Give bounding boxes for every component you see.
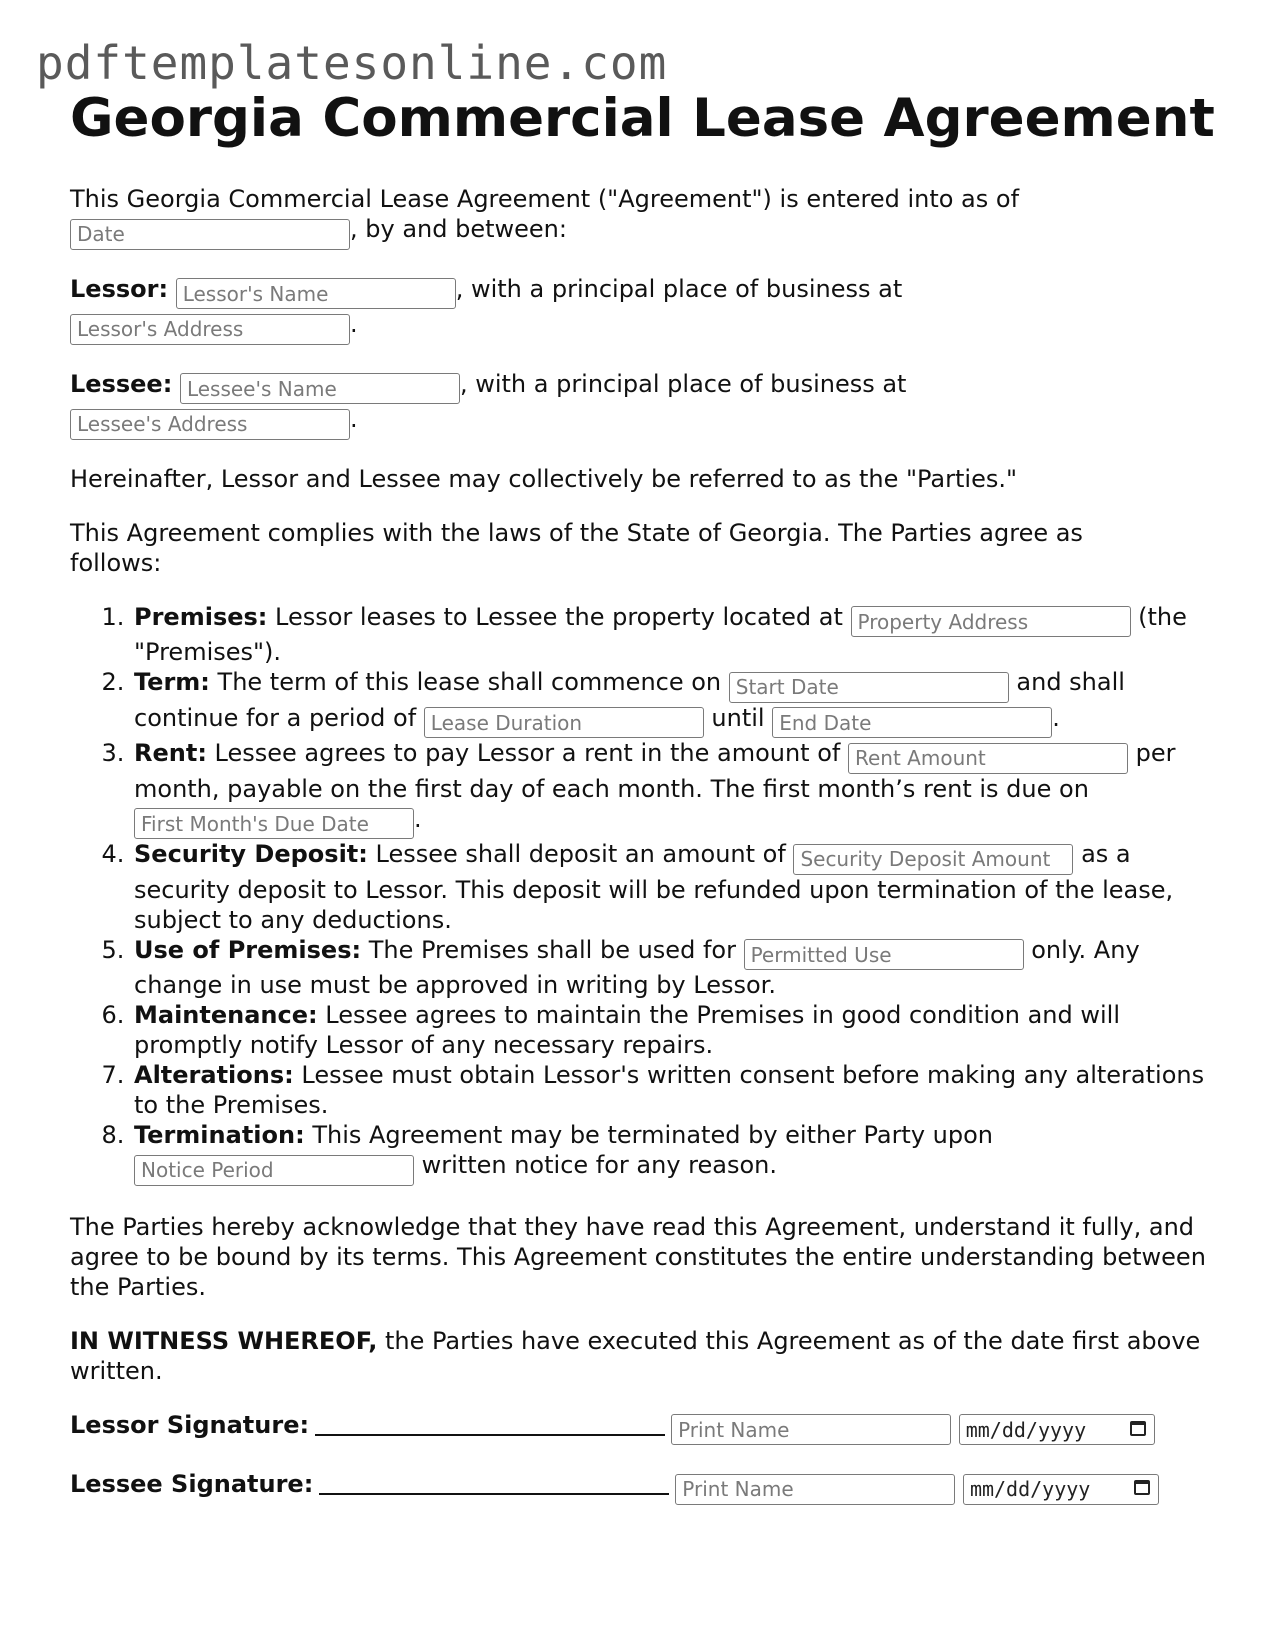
- lessor-date-picker[interactable]: [959, 1414, 1155, 1446]
- termination-text-2: written notice for any reason.: [414, 1151, 777, 1180]
- term-rent: [132, 738, 1220, 839]
- rent-text-3: .: [414, 804, 422, 833]
- lessor-text: , with a principal place of business at: [455, 274, 903, 303]
- lessor-signature-label: Lessor Signature:: [70, 1410, 310, 1439]
- calendar-icon[interactable]: [1130, 1421, 1146, 1436]
- use-text: The Premises shall be used for: [361, 935, 744, 964]
- deposit-label: Security Deposit:: [134, 840, 368, 869]
- term-term: [132, 667, 1220, 738]
- lessee-signature-line[interactable]: [319, 1469, 669, 1495]
- rent-text-2: per month, payable on the first day of each month. The first month’s rent is due on: [134, 739, 1176, 803]
- lessee-label: Lessee:: [70, 369, 173, 398]
- witness-bold: IN WITNESS WHEREOF,: [70, 1326, 378, 1355]
- term-termination: [132, 1120, 1220, 1186]
- term-text-2: and shall continue for a period of: [134, 668, 1125, 732]
- use-text-2: only. Any change in use must be approved in writing by Lessor.: [134, 935, 1140, 1000]
- end-date-input[interactable]: [772, 707, 1052, 738]
- term-alterations: [132, 1060, 1220, 1120]
- term-maintenance: [132, 1000, 1220, 1060]
- deposit-text: Lessee shall deposit an amount of: [367, 840, 794, 869]
- lessor-name-input[interactable]: [176, 278, 456, 309]
- lessee-end: .: [350, 405, 358, 434]
- witness-paragraph: [70, 1326, 1220, 1386]
- complies-paragraph: This Agreement complies with the laws of the State of Georgia. The Parties agree as follows:: [70, 518, 1083, 577]
- lessee-signature-row: [70, 1469, 1220, 1505]
- terms-list: [70, 602, 1220, 1186]
- document-page: [70, 90, 1220, 1505]
- notice-period-input[interactable]: [134, 1155, 414, 1186]
- alterations-label: Alterations:: [134, 1061, 294, 1090]
- intro-paragraph: [70, 184, 1220, 250]
- permitted-use-input[interactable]: [744, 939, 1024, 970]
- term-security-deposit: [132, 839, 1220, 935]
- page-title: Georgia Commercial Lease Agreement: [70, 88, 1215, 149]
- start-date-input[interactable]: [729, 672, 1009, 703]
- lessee-address-input[interactable]: [70, 409, 350, 440]
- use-label: Use of Premises:: [134, 935, 362, 964]
- rent-amount-input[interactable]: [848, 743, 1128, 774]
- lease-duration-input[interactable]: [424, 707, 704, 738]
- first-month-due-date-input[interactable]: [134, 808, 414, 839]
- lessor-signature-line[interactable]: [315, 1410, 665, 1436]
- lessor-label: Lessor:: [70, 274, 169, 303]
- security-deposit-input[interactable]: [793, 844, 1073, 875]
- lessor-date-input[interactable]: [959, 1414, 1155, 1445]
- premises-label: Premises:: [134, 602, 268, 631]
- term-use-of-premises: [132, 935, 1220, 1001]
- lessee-text: , with a principal place of business at: [459, 369, 907, 398]
- rent-text: Lessee agrees to pay Lessor a rent in the amount of: [206, 739, 848, 768]
- termination-text: This Agreement may be terminated by either Party upon: [304, 1121, 994, 1150]
- rent-label: Rent:: [134, 739, 207, 768]
- maintenance-label: Maintenance:: [134, 1001, 318, 1030]
- lessee-signature-label: Lessee Signature:: [70, 1470, 314, 1499]
- term-text-3: until: [703, 703, 773, 732]
- term-text: The term of this lease shall commence on: [209, 668, 729, 697]
- intro-text-after: , by and between:: [350, 215, 567, 244]
- termination-label: Termination:: [134, 1121, 305, 1150]
- lessee-print-name-input[interactable]: [675, 1474, 955, 1505]
- witness-text: the Parties have executed this Agreement as of the date first above written.: [70, 1326, 1201, 1385]
- agreement-date-input[interactable]: [70, 219, 350, 250]
- alterations-text: Lessee must obtain Lessor's written consent before making any alterations to the Premises.: [134, 1061, 1205, 1120]
- term-label: Term:: [134, 668, 210, 697]
- term-text-4: .: [1052, 703, 1060, 732]
- lessor-end: .: [350, 310, 358, 339]
- lessee-name-input[interactable]: [180, 373, 460, 404]
- calendar-icon[interactable]: [1134, 1480, 1150, 1495]
- deposit-text-2: as a security deposit to Lessor. This deposit will be refunded upon termination of the lease, subject to any deductions.: [134, 840, 1174, 934]
- lessee-date-input[interactable]: [963, 1474, 1159, 1505]
- acknowledge-paragraph: The Parties hereby acknowledge that they have read this Agreement, understand it fully, and agree to be bound by its terms. This Agreement constitutes the entire understanding between the Parties.: [70, 1212, 1206, 1301]
- term-premises: [132, 602, 1220, 668]
- lessor-print-name-input[interactable]: [671, 1414, 951, 1445]
- watermark-text: pdftemplatesonline.com: [36, 36, 668, 90]
- lessor-signature-row: [70, 1410, 1220, 1446]
- parties-paragraph: Hereinafter, Lessor and Lessee may collectively be referred to as the "Parties.": [70, 464, 1018, 493]
- lessor-address-input[interactable]: [70, 314, 350, 345]
- property-address-input[interactable]: [851, 606, 1131, 637]
- premises-text: Lessor leases to Lessee the property located at: [267, 602, 851, 631]
- premises-text-2: (the "Premises").: [134, 602, 1187, 667]
- maintenance-text: Lessee agrees to maintain the Premises in good condition and will promptly notify Lessor of any necessary repairs.: [134, 1001, 1120, 1060]
- lessor-paragraph: [70, 274, 1220, 345]
- intro-text: This Georgia Commercial Lease Agreement ("Agreement") is entered into as of: [70, 185, 1020, 214]
- lessee-date-picker[interactable]: [963, 1473, 1159, 1505]
- lessee-paragraph: [70, 369, 1220, 440]
